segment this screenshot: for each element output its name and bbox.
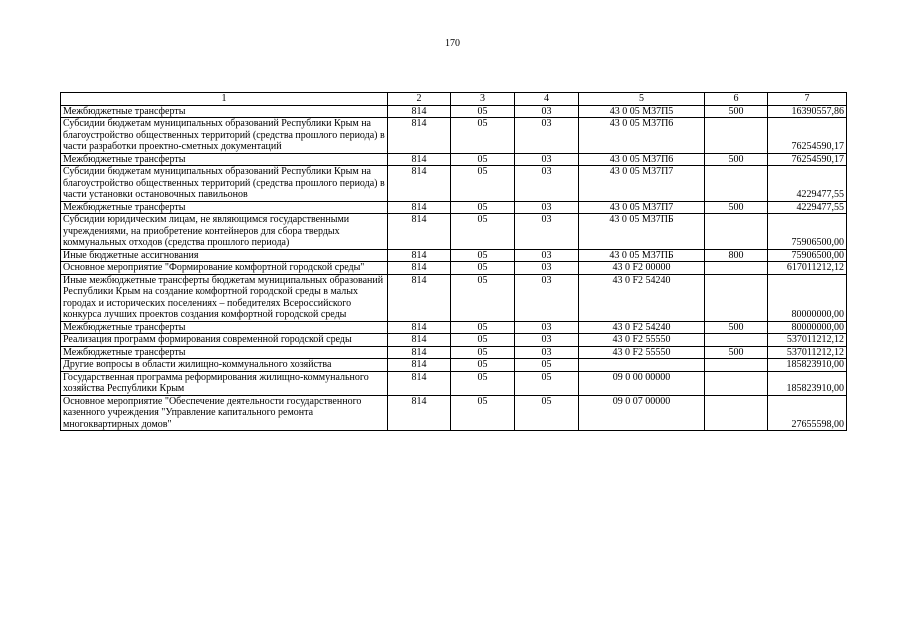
table-row: [61, 371, 847, 395]
target-article-cell: 43 0 05 М37ПБ: [579, 214, 705, 250]
ministry-code-cell: 814: [388, 105, 451, 118]
section-cell: 05: [451, 274, 515, 321]
amount-cell: 4229477,55: [768, 166, 847, 202]
name-cell: Субсидии бюджетам муниципальных образований Республики Крым на благоустройство общественных территорий (средства прошлого периода) в части разработки проектно-сметных документаций: [61, 118, 388, 154]
name-cell: Субсидии юридическим лицам, не являющимся государственными учреждениями, на приобретение контейнеров для сбора твердых коммунальных отходов (средства прошлого периода): [61, 214, 388, 250]
ministry-code-cell: 814: [388, 201, 451, 214]
amount-cell: 185823910,00: [768, 371, 847, 395]
target-article-cell: [579, 359, 705, 372]
section-cell: 05: [451, 334, 515, 347]
amount-cell: 537011212,12: [768, 334, 847, 347]
expense-type-cell: 500: [705, 153, 768, 166]
amount-cell: 185823910,00: [768, 359, 847, 372]
subsection-cell: 05: [515, 359, 579, 372]
expense-type-cell: [705, 359, 768, 372]
subsection-cell: 03: [515, 118, 579, 154]
section-cell: 05: [451, 359, 515, 372]
amount-cell: 537011212,12: [768, 346, 847, 359]
name-cell: Государственная программа реформирования жилищно-коммунального хозяйства Республики Крым: [61, 371, 388, 395]
budget-table: [60, 92, 847, 431]
amount-cell: 80000000,00: [768, 274, 847, 321]
subsection-cell: 03: [515, 201, 579, 214]
header-cell: 4: [515, 93, 579, 106]
table-row: [61, 166, 847, 202]
table-row: [61, 118, 847, 154]
header-cell: 6: [705, 93, 768, 106]
ministry-code-cell: 814: [388, 321, 451, 334]
subsection-cell: 05: [515, 371, 579, 395]
table-row: [61, 395, 847, 431]
expense-type-cell: [705, 118, 768, 154]
expense-type-cell: [705, 371, 768, 395]
target-article-cell: 43 0 05 М37ПБ: [579, 249, 705, 262]
amount-cell: 76254590,17: [768, 118, 847, 154]
ministry-code-cell: 814: [388, 334, 451, 347]
ministry-code-cell: 814: [388, 262, 451, 275]
expense-type-cell: [705, 334, 768, 347]
name-cell: Межбюджетные трансферты: [61, 346, 388, 359]
subsection-cell: 03: [515, 105, 579, 118]
ministry-code-cell: 814: [388, 359, 451, 372]
target-article-cell: 43 0 F2 55550: [579, 346, 705, 359]
name-cell: Межбюджетные трансферты: [61, 201, 388, 214]
expense-type-cell: [705, 214, 768, 250]
expense-type-cell: 500: [705, 201, 768, 214]
name-cell: Межбюджетные трансферты: [61, 153, 388, 166]
target-article-cell: 43 0 05 М37П7: [579, 166, 705, 202]
target-article-cell: 43 0 05 М37П6: [579, 153, 705, 166]
target-article-cell: 43 0 F2 55550: [579, 334, 705, 347]
name-cell: Межбюджетные трансферты: [61, 105, 388, 118]
amount-cell: 80000000,00: [768, 321, 847, 334]
name-cell: Иные бюджетные ассигнования: [61, 249, 388, 262]
table-row: [61, 321, 847, 334]
ministry-code-cell: 814: [388, 346, 451, 359]
amount-cell: 76254590,17: [768, 153, 847, 166]
table-row: [61, 262, 847, 275]
ministry-code-cell: 814: [388, 274, 451, 321]
table-row: [61, 346, 847, 359]
target-article-cell: 43 0 05 М37П7: [579, 201, 705, 214]
header-cell: 3: [451, 93, 515, 106]
target-article-cell: 09 0 00 00000: [579, 371, 705, 395]
table-row: [61, 105, 847, 118]
header-cell: 7: [768, 93, 847, 106]
header-row: [61, 93, 847, 106]
table-row: [61, 334, 847, 347]
subsection-cell: 03: [515, 274, 579, 321]
table-row: [61, 249, 847, 262]
name-cell: Основное мероприятие "Формирование комфортной городской среды": [61, 262, 388, 275]
expense-type-cell: [705, 262, 768, 275]
target-article-cell: 43 0 F2 54240: [579, 274, 705, 321]
section-cell: 05: [451, 371, 515, 395]
subsection-cell: 03: [515, 153, 579, 166]
section-cell: 05: [451, 166, 515, 202]
page-number: 170: [445, 38, 460, 49]
section-cell: 05: [451, 105, 515, 118]
section-cell: 05: [451, 321, 515, 334]
name-cell: Другие вопросы в области жилищно-коммунального хозяйства: [61, 359, 388, 372]
expense-type-cell: 800: [705, 249, 768, 262]
section-cell: 05: [451, 249, 515, 262]
section-cell: 05: [451, 153, 515, 166]
name-cell: Иные межбюджетные трансферты бюджетам муниципальных образований Республики Крым на создание комфортной городской среды в малых городах и исторических поселениях – победителях Всероссийского конкурса лучших проектов создания комфортной городской среды: [61, 274, 388, 321]
expense-type-cell: [705, 274, 768, 321]
table-row: [61, 274, 847, 321]
name-cell: Межбюджетные трансферты: [61, 321, 388, 334]
target-article-cell: 09 0 07 00000: [579, 395, 705, 431]
expense-type-cell: 500: [705, 321, 768, 334]
name-cell: Основное мероприятие "Обеспечение деятельности государственного казенного учреждения "Управление капитального ремонта многоквартирных домов": [61, 395, 388, 431]
amount-cell: 16390557,86: [768, 105, 847, 118]
table-row: [61, 201, 847, 214]
ministry-code-cell: 814: [388, 118, 451, 154]
table-row: [61, 359, 847, 372]
amount-cell: 75906500,00: [768, 214, 847, 250]
subsection-cell: 03: [515, 214, 579, 250]
target-article-cell: 43 0 05 М37П6: [579, 118, 705, 154]
header-cell: 2: [388, 93, 451, 106]
ministry-code-cell: 814: [388, 249, 451, 262]
header-cell: 1: [61, 93, 388, 106]
section-cell: 05: [451, 395, 515, 431]
expense-type-cell: 500: [705, 346, 768, 359]
ministry-code-cell: 814: [388, 214, 451, 250]
name-cell: Реализация программ формирования современной городской среды: [61, 334, 388, 347]
subsection-cell: 03: [515, 249, 579, 262]
ministry-code-cell: 814: [388, 371, 451, 395]
subsection-cell: 03: [515, 321, 579, 334]
section-cell: 05: [451, 118, 515, 154]
section-cell: 05: [451, 214, 515, 250]
section-cell: 05: [451, 262, 515, 275]
table-row: [61, 214, 847, 250]
target-article-cell: 43 0 F2 54240: [579, 321, 705, 334]
amount-cell: 27655598,00: [768, 395, 847, 431]
subsection-cell: 05: [515, 395, 579, 431]
target-article-cell: 43 0 F2 00000: [579, 262, 705, 275]
expense-type-cell: [705, 395, 768, 431]
subsection-cell: 03: [515, 166, 579, 202]
header-cell: 5: [579, 93, 705, 106]
target-article-cell: 43 0 05 М37П5: [579, 105, 705, 118]
expense-type-cell: 500: [705, 105, 768, 118]
amount-cell: 75906500,00: [768, 249, 847, 262]
subsection-cell: 03: [515, 346, 579, 359]
expense-type-cell: [705, 166, 768, 202]
table-row: [61, 153, 847, 166]
ministry-code-cell: 814: [388, 153, 451, 166]
section-cell: 05: [451, 201, 515, 214]
amount-cell: 617011212,12: [768, 262, 847, 275]
amount-cell: 4229477,55: [768, 201, 847, 214]
subsection-cell: 03: [515, 334, 579, 347]
section-cell: 05: [451, 346, 515, 359]
ministry-code-cell: 814: [388, 166, 451, 202]
name-cell: Субсидии бюджетам муниципальных образований Республики Крым на благоустройство общественных территорий (средства прошлого периода) в части установки остановочных павильонов: [61, 166, 388, 202]
ministry-code-cell: 814: [388, 395, 451, 431]
subsection-cell: 03: [515, 262, 579, 275]
